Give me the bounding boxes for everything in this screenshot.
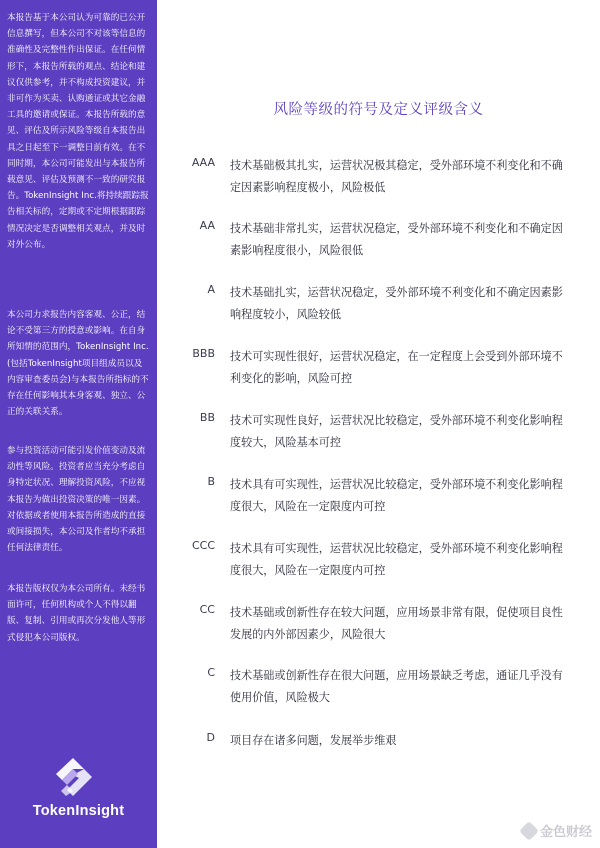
rating-description: 技术基础扎实，运营状况稳定，受外部环境不利变化和不确定因素影响程度较小，风险较低 (230, 286, 563, 321)
brand-name: TokenInsight (32, 803, 125, 819)
rating-description: 项目存在诸多问题，发展举步维艰 (230, 734, 397, 747)
rating-grade: A (207, 283, 215, 296)
rating-description: 技术基础极其扎实，运营状况极其稳定，受外部环境不利变化和不确定因素影响程度极小，风险极低 (230, 159, 563, 194)
disclaimer-paragraph-4: 本报告版权仅为本公司所有。未经书面许可，任何机构或个人不得以翻版、复制、引用或再次分发他人等形式侵犯本公司版权。 (7, 584, 146, 643)
disclaimer-paragraph-3: 参与投资活动可能引发价值变动及流动性等风险。投资者应当充分考虑自身特定状况、理解投资风险，不应视本报告为做出投资决策的唯一因素。对依据或者使用本报告所造成的直接或间接损失，本公司及作者均不承担任何法律责任。 (7, 446, 146, 554)
rating-grade: BB (199, 411, 215, 424)
rating-grade: AA (199, 219, 215, 232)
page-title: 风险等级的符号及定义评级含义 (273, 102, 484, 118)
rating-grade: B (207, 475, 215, 488)
rating-description: 技术基础非常扎实，运营状况稳定，受外部环境不利变化和不确定因素影响程度很小，风险很低 (230, 222, 563, 257)
disclaimer-paragraph-2: 本公司力求报告内容客观、公正，结论不受第三方的授意或影响。在自身所知情的范围内，TokenInsight Inc.(包括TokenInsight项目组成员以及内容审查委员会)与本报告所指标的不存在任何影响其本身客观、独立、公正的关联关系。 (7, 310, 149, 418)
disclaimer-sidebar (0, 0, 157, 848)
rating-description: 技术基础或创新性存在较大问题，应用场景非常有限，促使项目良性发展的内外部因素少，风险很大 (230, 606, 563, 641)
rating-description: 技术可实现性很好，运营状况稳定，在一定程度上会受到外部环境不利变化的影响，风险可控 (230, 350, 563, 385)
rating-description: 技术具有可实现性，运营状况比较稳定，受外部环境不利变化影响程度很大，风险在一定限度内可控 (230, 542, 563, 577)
rating-grade: CCC (191, 539, 215, 552)
rating-grade: AAA (191, 156, 215, 169)
rating-description: 技术可实现性良好，运营状况比较稳定，受外部环境不利变化影响程度较大，风险基本可控 (230, 414, 563, 449)
rating-description: 技术基础或创新性存在很大问题，应用场景缺乏考虑，通证几乎没有使用价值，风险极大 (230, 669, 563, 704)
rating-grade: C (207, 666, 215, 679)
tokeninsight-logo-icon (51, 755, 95, 799)
rating-grade: CC (199, 603, 215, 616)
watermark-text: 金色财经 (539, 825, 592, 840)
rating-grade: BBB (192, 347, 215, 360)
disclaimer-paragraph-1: 本报告基于本公司认为可靠的已公开信息撰写，但本公司不对该等信息的准确性及完整性作出保证。在任何情形下，本报告所载的观点、结论和建议仅供参考，并不构成投资建议，并非可作为买卖、认购通证或其它金融工具的邀请或保证。本报告所载的意见、评估及所示风险等级自本报告出具之日起至下一调整日前有效。在不同时期，本公司可能发出与本报告所载意见、评估及预测不一致的研究报告。TokenInsight Inc.将持续跟踪报告相关标的，定期或不定期根据跟踪情况决定是否调整相关观点，并及时对外公布。 (7, 13, 149, 250)
watermark (522, 821, 592, 840)
exchange-logo-icon (519, 821, 539, 841)
rating-grade: D (206, 731, 215, 744)
rating-description: 技术具有可实现性，运营状况比较稳定，受外部环境不利变化影响程度很大，风险在一定限度内可控 (230, 478, 563, 513)
